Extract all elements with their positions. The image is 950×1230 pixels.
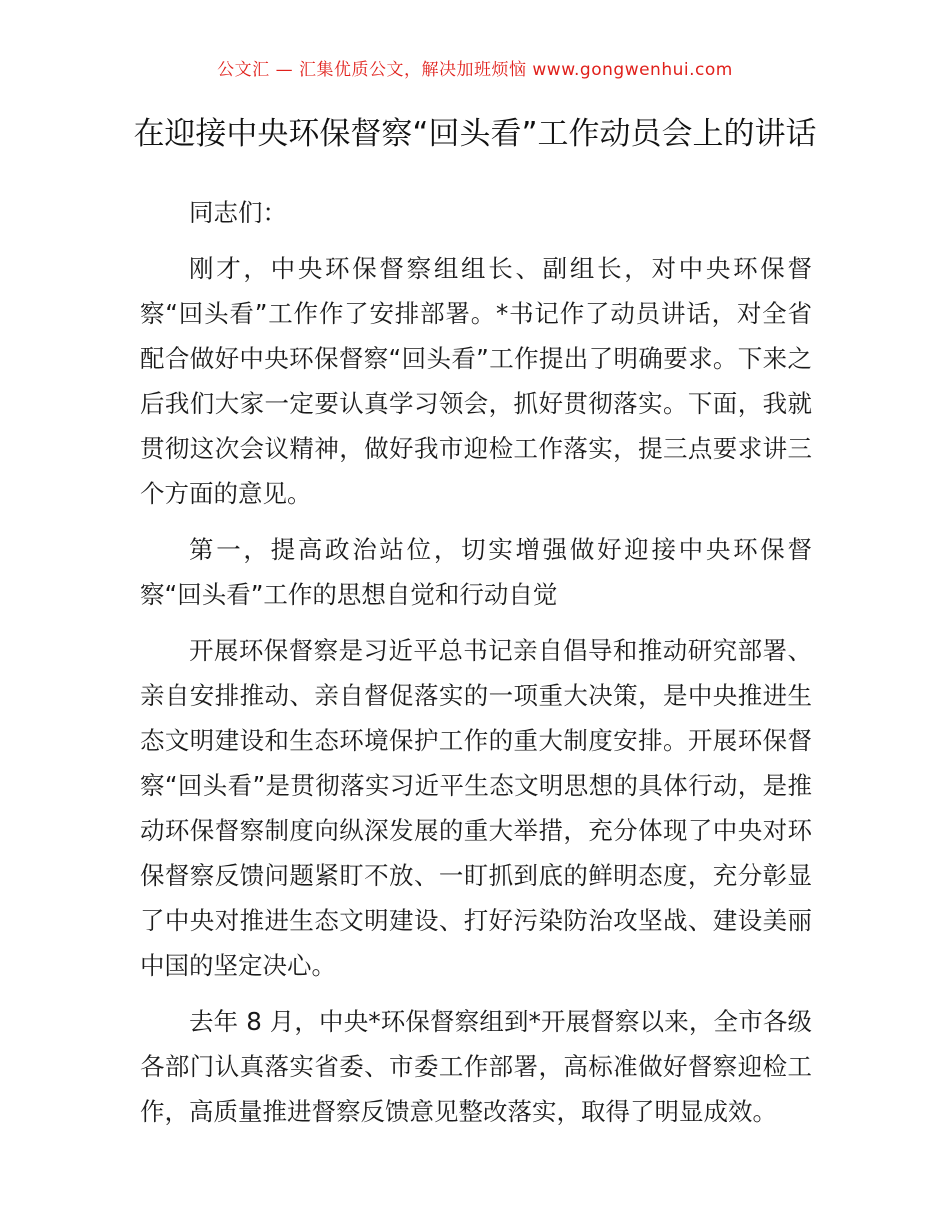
- section-heading: 第一，提高政治站位，切实增强做好迎接中央环保督察“回头看”工作的思想自觉和行动自觉: [140, 535, 812, 609]
- document-body: [140, 190, 812, 1145]
- paragraph: 去年 8 月，中央*环保督察组到*开展督察以来，全市各级各部门认真落实省委、市委工作部署，高标准做好督察迎检工作，高质量推进督察反馈意见整改落实，取得了明显成效。: [140, 1007, 812, 1126]
- document-title: 在迎接中央环保督察“回头看”工作动员会上的讲话: [133, 116, 817, 152]
- paragraph: 刚才，中央环保督察组组长、副组长，对中央环保督察“回头看”工作作了安排部署。*书记作了动员讲话，对全省配合做好中央环保督察“回头看”工作提出了明确要求。下来之后我们大家一定要认真学习领会，抓好贯彻落实。下面，我就贯彻这次会议精神，做好我市迎检工作落实，提三点要求讲三个方面的意见。: [140, 254, 812, 508]
- paragraph: 开展环保督察是习近平总书记亲自倡导和推动研究部署、亲自安排推动、亲自督促落实的一项重大决策，是中央推进生态文明建设和生态环境保护工作的重大制度安排。开展环保督察“回头看”是贯彻落实习近平生态文明思想的具体行动，是推动环保督察制度向纵深发展的重大举措，充分体现了中央对环保督察反馈问题紧盯不放、一盯抓到底的鲜明态度，充分彰显了中央对推进生态文明建设、打好污染防治攻坚战、建设美丽中国的坚定决心。: [140, 636, 812, 980]
- site-banner: 公文汇 — 汇集优质公文，解决加班烦恼 www.gongwenhui.com: [217, 60, 733, 80]
- salutation: 同志们：: [189, 198, 287, 227]
